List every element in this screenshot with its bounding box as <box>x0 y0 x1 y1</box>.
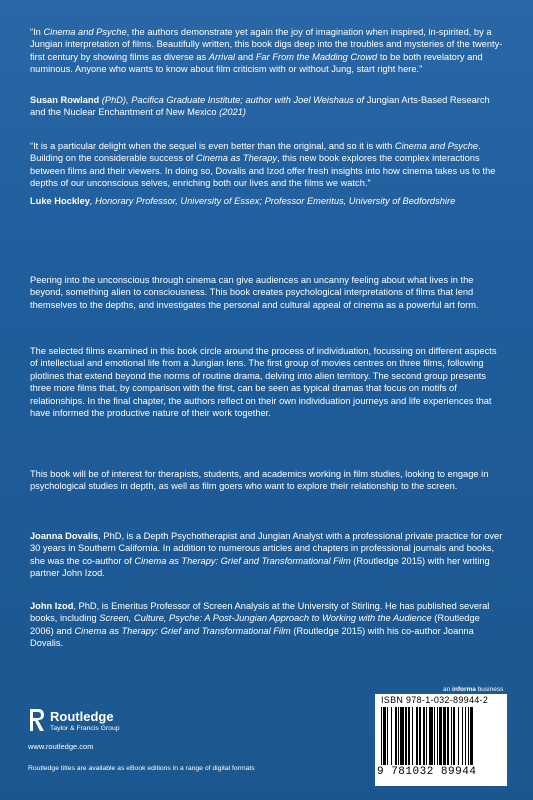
routledge-logo <box>28 707 148 737</box>
author-bio-izod: John Izod, PhD, is Emeritus Professor of Screen Analysis at the University of Stirling. He has published several books, including Screen, Culture, Psyche: A Post-Jungian Approach to Working with the Audience (Routledge 2006) and Cinema as Therapy: Grief and Transformational Film (Routledge 2015) with his co-author Joanna Dovalis. <box>30 601 490 649</box>
barcode-bar <box>470 707 472 765</box>
barcode-bars <box>381 707 501 765</box>
endorsement-attribution-2: Luke Hockley, Honorary Professor, University of Essex; Professor Emeritus, University of Bedfordshire <box>30 196 456 206</box>
publisher-url[interactable]: www.routledge.com <box>28 742 94 751</box>
description-paragraph-2: The selected films examined in this book circle around the process of individuation, focussing on different aspects of intellectual and emotional life from a Jungian lens. The first group of movies centres on three films, following plotlines that extend beyond the norms of routine drama, delving into alien territory. The second group presents three more films that, by comparison with the first, can be seen as typical dramas that focus on motifs of relationships. In the final chapter, the authors reflect on their own individuation journeys and life experiences that have informed the productive nature of their work together. <box>30 346 497 419</box>
description-paragraph-3: This book will be of interest for therapists, students, and academics working in film studies, looking to engage in psychological studies in depth, as well as film goers who want to explore their relationship to the screen. <box>30 469 489 492</box>
publisher-group: Taylor & Francis Group <box>50 725 120 732</box>
publisher-name: Routledge <box>50 709 114 724</box>
description-paragraph-1: Peering into the unconscious through cinema can give audiences an uncanny feeling about what lives in the beyond, something alien to consciousness. This book creates psychological interpretations of films that lend themselves to the depths, and investigates the personal and cultural appeal of cinema as a powerful art form. <box>30 275 479 310</box>
informa-tagline: an informa business <box>443 686 504 693</box>
ebook-note: Routledge titles are available as eBook editions in a range of digital formats <box>28 765 255 772</box>
endorsement-attribution-1: Susan Rowland (PhD), Pacifica Graduate Institute; author with Joel Weishaus of Jungian Arts-Based Research and the Nuclear Enchantment of New Mexico (2021) <box>30 95 490 118</box>
routledge-r-icon <box>28 707 46 733</box>
endorsement-quote-1: “In Cinema and Psyche, the authors demonstrate yet again the joy of imagination when inspired, in-spirited, by a Jungian interpretation of films. Beautifully written, this book digs deep into the troubles and mysteries of the twenty-first century by showing films as diverse as Arrival and Far From the Madding Crowd to be both revelatory and numinous. Anyone who wants to know about film criticism with or without Jung, start right here.” <box>30 27 503 75</box>
author-bio-dovalis: Joanna Dovalis, PhD, is a Depth Psychotherapist and Jungian Analyst with a professional private practice for over 30 years in Southern California. In addition to numerous articles and chapters in professional journals and books, she was the co-author of Cinema as Therapy: Grief and Transformational Film (Routledge 2015) with her writing partner John Izod. <box>30 531 503 579</box>
barcode-digits: 9 781032 89944 <box>377 766 477 778</box>
barcode-box <box>375 694 507 786</box>
isbn-label: ISBN 978-1-032-89944-2 <box>381 695 489 705</box>
endorsement-quote-2: “It is a particular delight when the sequel is even better than the original, and so it is with Cinema and Psyche. Building on the considerable success of Cinema as Therapy, this new book explores the complex interactions between films and their viewers. In doing so, Dovalis and Izod offer fresh insights into how cinema takes us to the depths of our unconscious selves, enriching both our lives and the films we watch.” <box>30 141 496 189</box>
